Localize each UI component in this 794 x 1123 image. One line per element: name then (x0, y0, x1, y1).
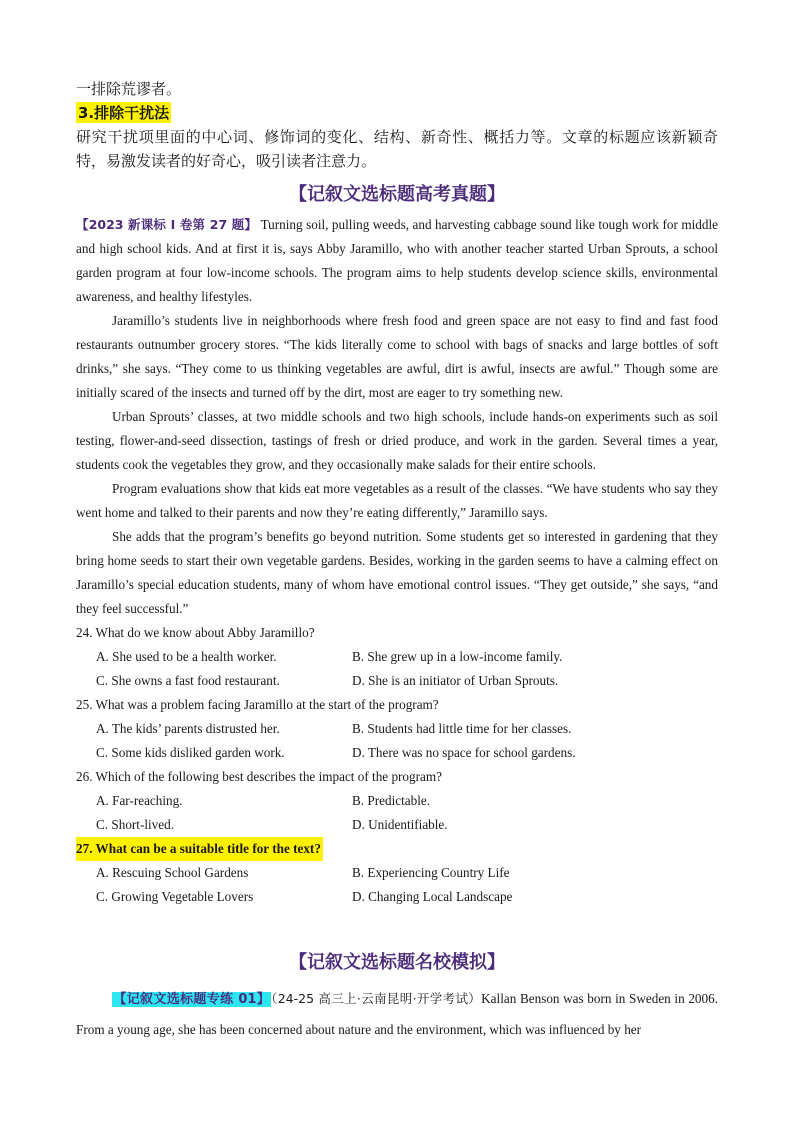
question-27-option-b: B. Experiencing Country Life (352, 865, 510, 880)
section-title-exam: 【记叙文选标题高考真题】 (289, 184, 505, 205)
question-26-option-b: B. Predictable. (352, 793, 431, 808)
question-source: 【2023 新课标 I 卷第 27 题】 (76, 217, 258, 232)
question-27-stem: 27. What can be a suitable title for the text? (76, 837, 323, 861)
passage-paragraph-2: Jaramillo’s students live in neighborhoods where fresh food and green space are not easy to find and fast food restaurants outnumber grocery stores. “The kids literally come to school with bags of snacks and large bottles of soft drinks,” she says. “They come to us thinking vegetables are awful, dirt is awful, insects are awful.” Though some are initially scared of the insects and turned off by the dirt, most are eager to try something new. (76, 313, 718, 400)
paragraph-text: Turning soil, pulling weeds, and harvesting cabbage sound like tough work for middle and high school kids. And at first it is, says Abby Jaramillo, who with another teacher started Urban Sprouts, a school garden program at four low-income schools. The program aims to help students develop science skills, environmental awareness, and healthy lifestyles. (76, 217, 719, 304)
intro-paragraph: 研究干扰项里面的中心词、修饰词的变化、结构、新奇性、概括力等。文章的标题应该新颖奇特，易激发读者的好奇心，吸引读者注意力。 (76, 128, 718, 170)
section-title-mock: 【记叙文选标题名校模拟】 (289, 952, 505, 973)
question-24-option-d: D. She is an initiator of Urban Sprouts. (352, 673, 559, 688)
paragraph-text: Kallan Benson was born in Sweden in 2006. From a young age, she has been concerned about nature and the environment, which was influenced by her (76, 991, 718, 1037)
question-25-option-a: A. The kids’ parents distrusted her. (96, 721, 280, 736)
passage-paragraph-4: Program evaluations show that kids eat more vegetables as a result of the classes. “We have students who say they went home and talked to their parents and now they’re eating differently,” Jaramillo says. (76, 481, 718, 520)
question-24-option-c: C. She owns a fast food restaurant. (96, 673, 280, 688)
question-24-option-b: B. She grew up in a low-income family. (352, 649, 563, 664)
question-26-option-c: C. Short-lived. (96, 817, 175, 832)
passage-paragraph-3: Urban Sprouts’ classes, at two middle schools and two high schools, include hands-on experiments such as soil testing, flower-and-seed dissection, tastings of fresh or dried produce, and work in the garden. Several times a year, students cook the vegetables they grow, and they occasionally make salads for their entire schools. (76, 409, 718, 472)
passage-paragraph-1 (76, 213, 718, 309)
question-25-option-d: D. There was no space for school gardens. (352, 745, 576, 760)
question-24-stem: 24. What do we know about Abby Jaramillo? (76, 625, 315, 640)
passage-paragraph-5: She adds that the program’s benefits go beyond nutrition. Some students get so interested in gardening that they bring home seeds to start their own vegetable gardens. Besides, working in the garden seems to have a calming effect on Jaramillo’s special education students, many of whom have emotional control issues. “They get outside,” she says, “and they feel successful.” (76, 529, 718, 616)
question-27-option-d: D. Changing Local Landscape (352, 889, 513, 904)
intro-line: 一排除荒谬者。 (76, 80, 182, 98)
question-25-stem: 25. What was a problem facing Jaramillo at the start of the program? (76, 697, 439, 712)
heading-method-3: 3.排除干扰法 (78, 104, 170, 122)
question-26-option-a: A. Far-reaching. (96, 793, 183, 808)
question-27-option-c: C. Growing Vegetable Lovers (96, 889, 254, 904)
question-27-option-a: A. Rescuing School Gardens (96, 865, 249, 880)
mock-passage-paragraph (76, 984, 718, 1045)
question-25-option-c: C. Some kids disliked garden work. (96, 745, 285, 760)
practice-tag: 【记叙文选标题专练 01】 (113, 992, 271, 1007)
question-25-option-b: B. Students had little time for her classes. (352, 721, 572, 736)
practice-source: （24-25 高三上·云南昆明·开学考试） (271, 991, 482, 1006)
question-26-stem: 26. Which of the following best describes the impact of the program? (76, 769, 442, 784)
question-26-option-d: D. Unidentifiable. (352, 817, 448, 832)
question-24-option-a: A. She used to be a health worker. (96, 649, 277, 664)
